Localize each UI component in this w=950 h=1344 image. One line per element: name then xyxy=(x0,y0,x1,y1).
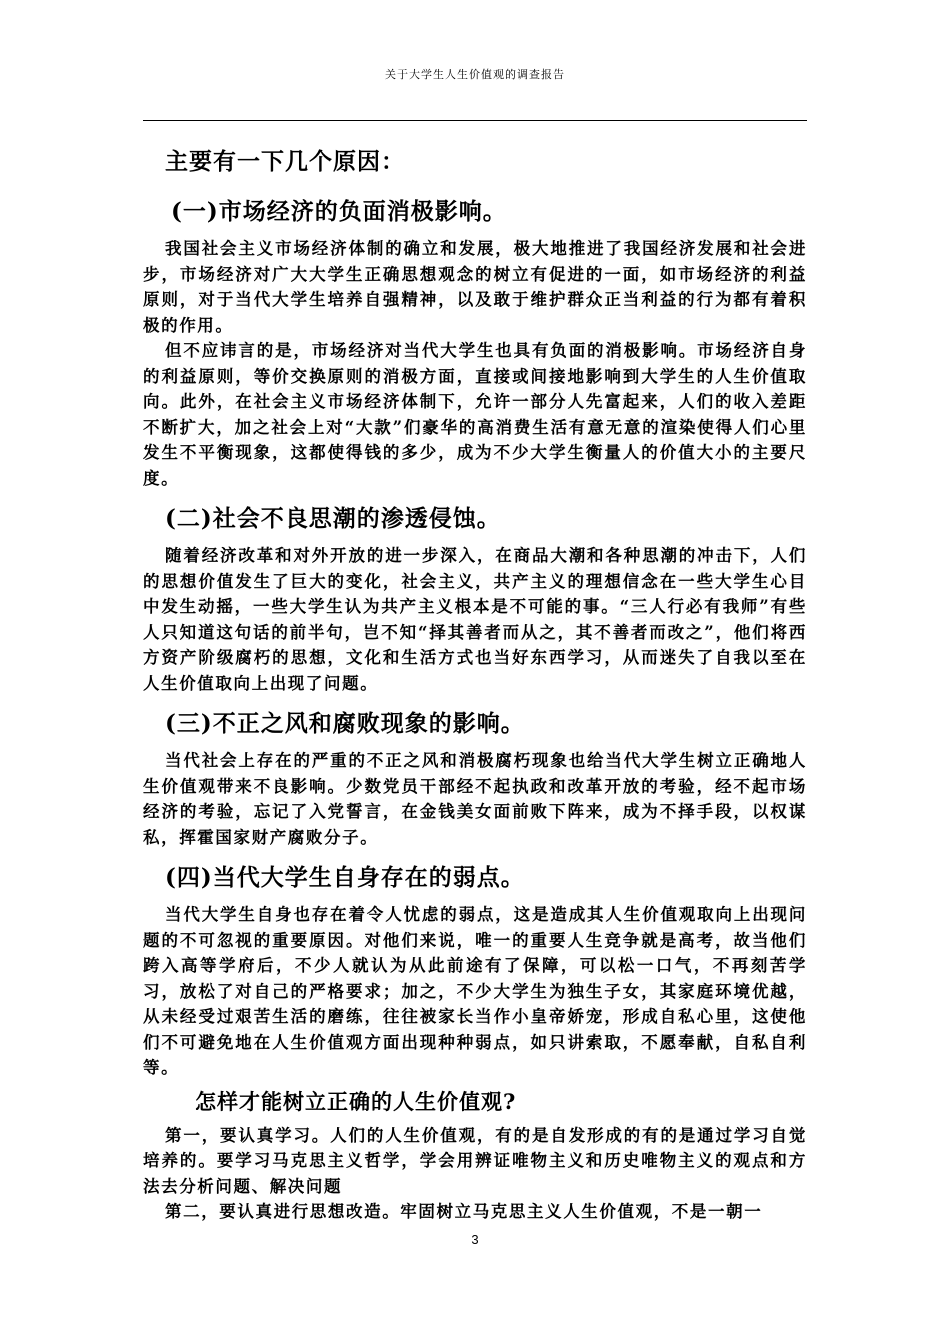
section-1-paragraph-1: 我国社会主义市场经济体制的确立和发展，极大地推进了我国经济发展和社会进步，市场经济对广大大学生正确思想观念的树立有促进的一面，如市场经济的利益原则，对于当代大学生培养自强精神，以及敢于维护群众正当利益的行为都有着积极的作用。 xyxy=(143,239,807,335)
section-1-heading: (一)市场经济的负面消极影响。 xyxy=(171,198,507,225)
intro-heading: 主要有一下几个原因： xyxy=(165,148,405,175)
document-body xyxy=(143,140,807,1225)
section-4-paragraph-1: 当代大学生自身也存在着令人忧虑的弱点，这是造成其人生价值观取向上出现问题的不可忽视的重要原因。对他们来说，唯一的重要人生竞争就是高考，故当他们跨入高等学府后，不少人就认为从此前途有了保障，可以松一口气，不再刻苦学习，放松了对自己的严格要求；加之，不少大学生为独生子女，其家庭环境优越，从未经受过艰苦生活的磨练，往往被家长当作小皇帝娇宠，形成自私心里，这使他们不可避免地在人生价值观方面出现种种弱点，如只讲索取，不愿奉献，自私自利等。 xyxy=(143,905,807,1077)
section-2-paragraph-1: 随着经济改革和对外开放的进一步深入，在商品大潮和各种思潮的冲击下，人们的思想价值发生了巨大的变化，社会主义，共产主义的理想信念在一些大学生心目中发生动摇，一些大学生认为共产主义根本是不可能的事。“三人行必有我师”有些人只知道这句话的前半句，岂不知“择其善者而从之，其不善者而改之”，他们将西方资产阶级腐朽的思想，文化和生活方式也当好东西学习，从而迷失了自我以至在人生价值取向上出现了问题。 xyxy=(143,546,807,693)
question-heading: 怎样才能树立正确的人生价值观? xyxy=(195,1088,517,1114)
section-3-paragraph-1: 当代社会上存在的严重的不正之风和消极腐朽现象也给当代大学生树立正确地人生价值观带来不良影响。少数党员干部经不起执政和改革开放的考验，经不起市场经济的考验，忘记了入党誓言，在金钱美女面前败下阵来，成为不择手段，以权谋私，挥霍国家财产腐败分子。 xyxy=(143,751,807,847)
header-divider xyxy=(143,120,807,121)
page-number: 3 xyxy=(471,1232,479,1247)
section-2-heading: (二)社会不良思潮的渗透侵蚀。 xyxy=(165,505,501,532)
answer-1: 第一，要认真学习。人们的人生价值观，有的是自发形成的有的是通过学习自觉培养的。要学习马克思主义哲学，学会用辨证唯物主义和历史唯物主义的观点和方法去分析问题、解决问题 xyxy=(143,1125,807,1196)
section-3-heading: (三)不正之风和腐败现象的影响。 xyxy=(165,710,525,737)
section-4-heading: (四)当代大学生自身存在的弱点。 xyxy=(165,864,525,891)
page-header: 关于大学生人生价值观的调查报告 xyxy=(385,68,565,81)
answer-2: 第二，要认真进行思想改造。牢固树立马克思主义人生价值观，不是一朝一 xyxy=(165,1202,763,1221)
section-1-paragraph-2: 但不应讳言的是，市场经济对当代大学生也具有负面的消极影响。市场经济自身的利益原则，等价交换原则的消极方面，直接或间接地影响到大学生的人生价值取向。此外，在社会主义市场经济体制下，允许一部分人先富起来，人们的收入差距不断扩大，加之社会上对“大款”们豪华的高消费生活有意无意的渲染使得人们心里发生不平衡现象，这都使得钱的多少，成为不少大学生衡量人的价值大小的主要尺度。 xyxy=(143,341,807,488)
